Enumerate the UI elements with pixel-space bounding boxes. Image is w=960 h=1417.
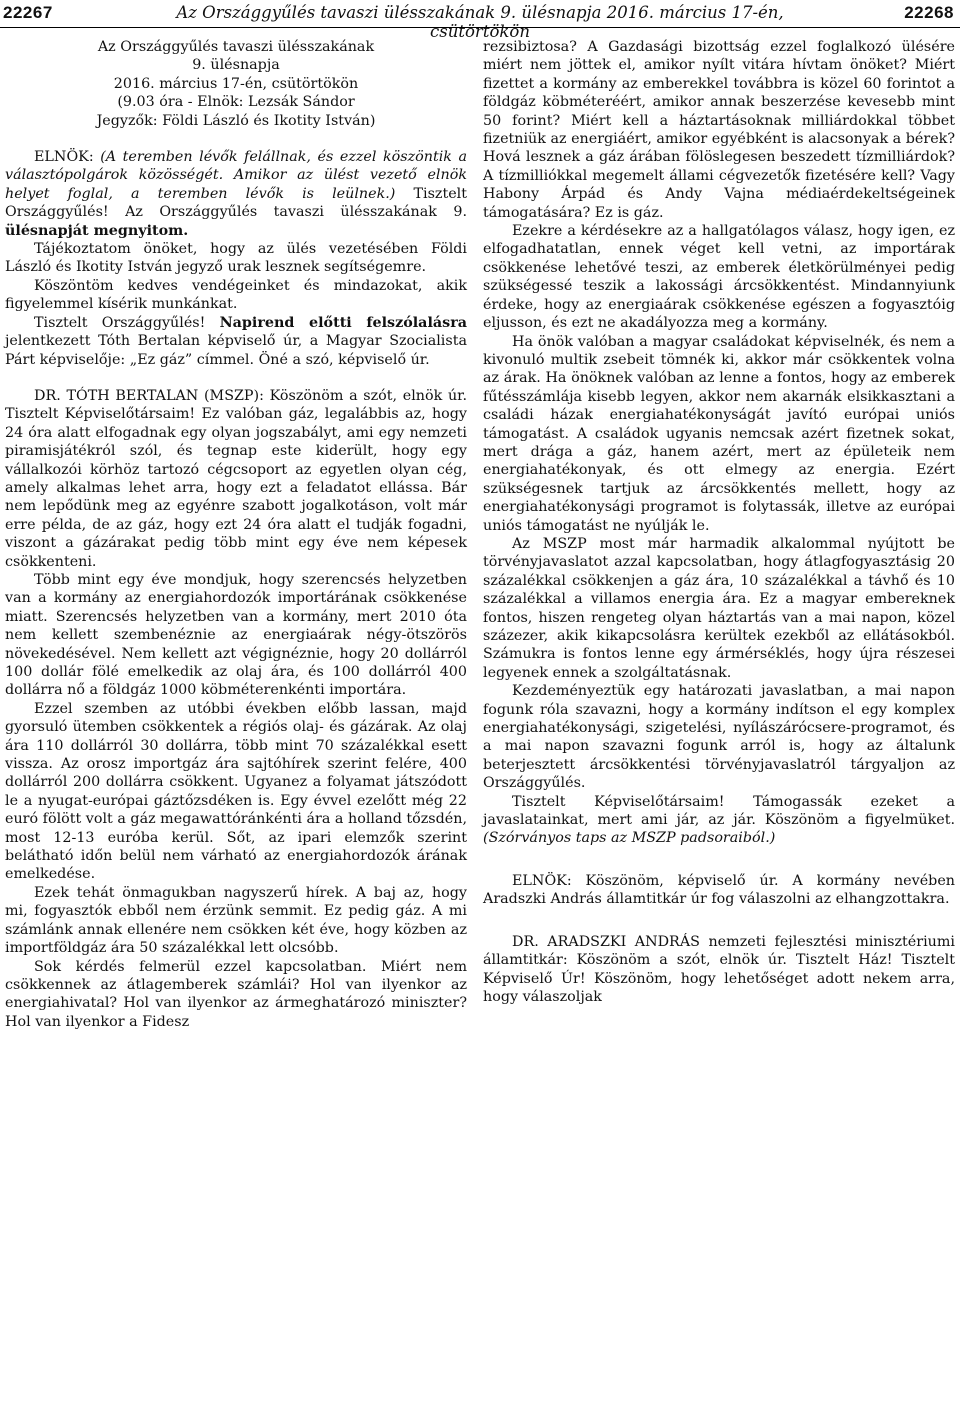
speech-paragraph: Több mint egy éve mondjuk, hogy szerencsés helyzetben van a kormány az energiahordozók importárának csökkenése miatt. Szerencsés helyzetben van a kormány, mert 2010 óta nem kellett szembenéznie az energiaárak négy-ötszörös növekedésével. Nem kellett azt végignéznie, hogy 20 dollárról 100 dollár fölé emelkedik az olaj ára, és 100 dollárról 400 dollárra nő a földgáz 1000 köbméterenkénti importára. (5, 571, 467, 699)
closing-paragraph (483, 793, 955, 848)
stage-direction: (A teremben lévők felállnak, és ezzel köszöntik a választópolgárok közösségét. Amikor az ülést vezető elnök helyet foglal, a teremben lévők is leülnek.) (5, 149, 467, 202)
agenda-bold: Napirend előtti felszólalásra (219, 314, 467, 331)
session-line-5: Jegyzők: Földi László és Ikotity István) (96, 112, 376, 129)
opening-text: Tisztelt Országgyűlés! Az Országgyűlés tavaszi ülésszakának 9. (5, 185, 467, 221)
session-line-1: Az Országgyűlés tavaszi ülésszakának (97, 39, 375, 55)
speech-paragraph: Ezek tehát önmagukban nagyszerű hírek. A baj az, hogy mi, fogyasztók ebből nem érzünk semmit. Ez pedig gáz. A mi számlánk annak ellenére nem csökken két éve, hogy közben az importföldgáz ára 50 százalékkal lett olcsóbb. (5, 884, 467, 957)
answer-paragraph: DR. ARADSZKI ANDRÁS nemzeti fejlesztési minisztériumi államtitkár: Köszönöm a szót, elnök úr. Tisztelt Ház! Tisztelt Képviselő Úr! Köszönöm, hogy lehetőséget adott nekem arra, hogy válaszoljak (483, 933, 955, 1005)
agenda-paragraph (5, 314, 467, 369)
speech-paragraph: Ezzel szemben az utóbbi években előbb lassan, majd gyorsuló ütemben csökkentek a régiós olaj- és gázárak. Az olaj ára 110 dollárról 30 dollárra, több mint 70 százalékkal esett vissza. Az orosz importgáz ára sajtóhírek szerint felére, 400 dollárról 200 dollárra csökkent. Ugyanez a folyamat játszódott le a nyugat-európai gáztőzsdéken is. Egy évvel ezelőtt még 22 euró fölött volt a gáz megawattóránkénti ára a holland tőzsdén, most 12-13 euróba kerül. Sőt, az ipari elemzők szerint belátható időn belül nem várható az energiahordozók árának emelkedése. (5, 700, 467, 883)
closing-text: Tisztelt Képviselőtársaim! Támogassák ezeket a javaslatainkat, mert ami jár, az jár. Köszönöm a figyelmüket. (483, 793, 955, 829)
speech-paragraph: Az MSZP most már harmadik alkalommal nyújtott be törvényjavaslatot azzal kapcsolatban, hogy átlagfogyasztásig 20 százalékkal csökkenjen a gáz ára, 10 százalékkal a távhő és 10 százalékkal a villamos energia ára. Ez a magyar embereknek fontos, hiszen rengeteg olyan háztartás van a mai napon, közel százezer, akik kikapcsolásra kerültek ezekből az ellátásokból. Számukra is fontos lenne egy ármérséklés, hogy újra részesei legyenek ennek a szolgáltatásnak. (483, 535, 955, 681)
speaker-label: ELNÖK: (34, 149, 94, 166)
header-rule (0, 27, 960, 28)
agenda-text-a: Tisztelt Országgyűlés! (34, 314, 206, 331)
right-column (483, 38, 955, 1006)
session-line-2: 9. ülésnapja (192, 57, 280, 74)
spacer (483, 909, 955, 933)
speech-paragraph: Sok kérdés felmerül ezzel kapcsolatban. Miért nem csökkennek az átlagemberek számlái? Hol van ilyenkor az energiahivatal? Hol van ilyenkor az ármeghatározó miniszter? Hol van ilyenkor a Fidesz (5, 958, 467, 1030)
applause-note: (Szórványos taps az MSZP padsoraiból.) (483, 830, 776, 847)
speech-paragraph: Kezdeményeztük egy határozati javaslatban, a mai napon fogunk róla szavazni, hogy a kormány indítson el egy komplex energiahatékonysági, szigetelési, nyílászárócsere-programot, és a mai napon szavazni fogunk arról is, hogy az általunk beterjesztett árcsökkentési törvényjavaslatról tárgyaljon az Országgyűlés. (483, 683, 955, 792)
chair-paragraph: ELNÖK: Köszönöm, képviselő úr. A kormány nevében Aradszki András államtitkár úr fog válaszolni az elhangzottakra. (483, 872, 955, 908)
running-title: Az Országgyűlés tavaszi ülésszakának 9. ülésnapja 2016. március 17-én, csütörtökön (176, 3, 784, 41)
paragraph: Tájékoztatom önöket, hogy az ülés vezetésében Földi László és Ikotity István jegyző urak lesznek segítségemre. (5, 241, 467, 276)
agenda-text-b: jelentkezett Tóth Bertalan képviselő úr, a Magyar Szocialista Párt képviselője: „Ez gáz” címmel. Öné a szó, képviselő úr. (5, 333, 467, 368)
session-line-4: (9.03 óra - Elnök: Lezsák Sándor (117, 94, 355, 111)
spacer (483, 848, 955, 872)
speech-paragraph: Ezekre a kérdésekre az a hallgatólagos válasz, hogy igen, ez elfogadhatatlan, ennek véget kell vetni, az importárak csökkenése lehetővé teszi, az emberek életkörülményei pedig szükségessé teszik a lakossági árcsökkentést. Mindannyiunk érdeke, hogy az energiaárak csökkenése egészen a fogyasztóig eljusson, és ezt ne akadályozza meg a kormány. (483, 223, 955, 332)
speech-paragraph: DR. TÓTH BERTALAN (MSZP): Köszönöm a szót, elnök úr. Tisztelt Képviselőtársaim! Ez valóban gáz, legalábbis az, hogy 24 óra alatt elfogadnak egy olyan jogszabályt, ami egy nemzeti piramisjátékról szól, és tegnap este kiderült, hogy egy vállalkozói körhöz tartozó cégcsoport az egyetlen olyan cég, amely alkalmas lehet arra, hogy ezt a feladatot ellássa. Bár nem lepődünk meg az egyénre szabott jogalkotáson, volt már erre példa, de az gáz, hogy ezt 24 óra alatt el tudják fogadni, viszont a gázárakat pedig több mint egy éve nem képesek csökkenteni. (5, 387, 467, 570)
session-heading (5, 38, 467, 130)
session-line-3: 2016. március 17-én, csütörtökön (113, 75, 359, 92)
chair-opening (5, 148, 467, 240)
speech-paragraph: Ha önök valóban a magyar családokat képviselnék, és nem a kivonuló multik zsebeit tömnék ki, akkor már csökkentek volna az árak. Ha önöknek valóban az lenne a fontos, hogy az emberek fűtésszámlája kisebb legyen, akkor nem akarnák elsikkasztani a családi házak energiahatékonyságát javító európai uniós támogatást. A családok ugyanis nemcsak azért fizetnek sokat, mert drága a gáz, hanem azért, mert az épületeik nem energiahatékonyak, és ott elmegy az energia. Ezért szükségesnek tartjuk az árcsökkentés mellett, hogy az energiahatékonysági programot is folytassák, illetve az európai uniós támogatást ne nyúlják le. (483, 333, 955, 534)
spacer (5, 130, 467, 148)
speech-paragraph: rezsibiztosa? A Gazdasági bizottság ezzel foglalkozó ülésére miért nem jöttek el, amikor nyílt vitára hívtam önöket? Miért fizettet a kormány az emberekkel továbbra is közel 60 forintot a földgáz köbméteréért, amikor annak beszerzése kevesebb mint 50 forint? Miért kell a háztartásoknak milliárdokkal többet fizetniük az energiáért, amikor egyébként is alacsonyak a bérek? Hová lesznek a gáz árában fölöslegesen beszedett tízmilliárdok? A tízmilliókkal megemelt állami cégvezetők fizetésére kell? Vagy Habony Árpád és Andy Vajna médiaérdekeltségeinek támogatására? Ez is gáz. (483, 39, 955, 221)
page-number-left: 22267 (3, 3, 53, 22)
page-number-right: 22268 (904, 3, 954, 22)
spacer (5, 369, 467, 387)
paragraph: Köszöntöm kedves vendégeinket és mindazokat, akik figyelemmel kísérik munkánkat. (5, 277, 467, 313)
left-column (5, 38, 467, 1031)
opening-bold: ülésnapját megnyitom. (5, 222, 189, 239)
page-header (0, 0, 960, 41)
